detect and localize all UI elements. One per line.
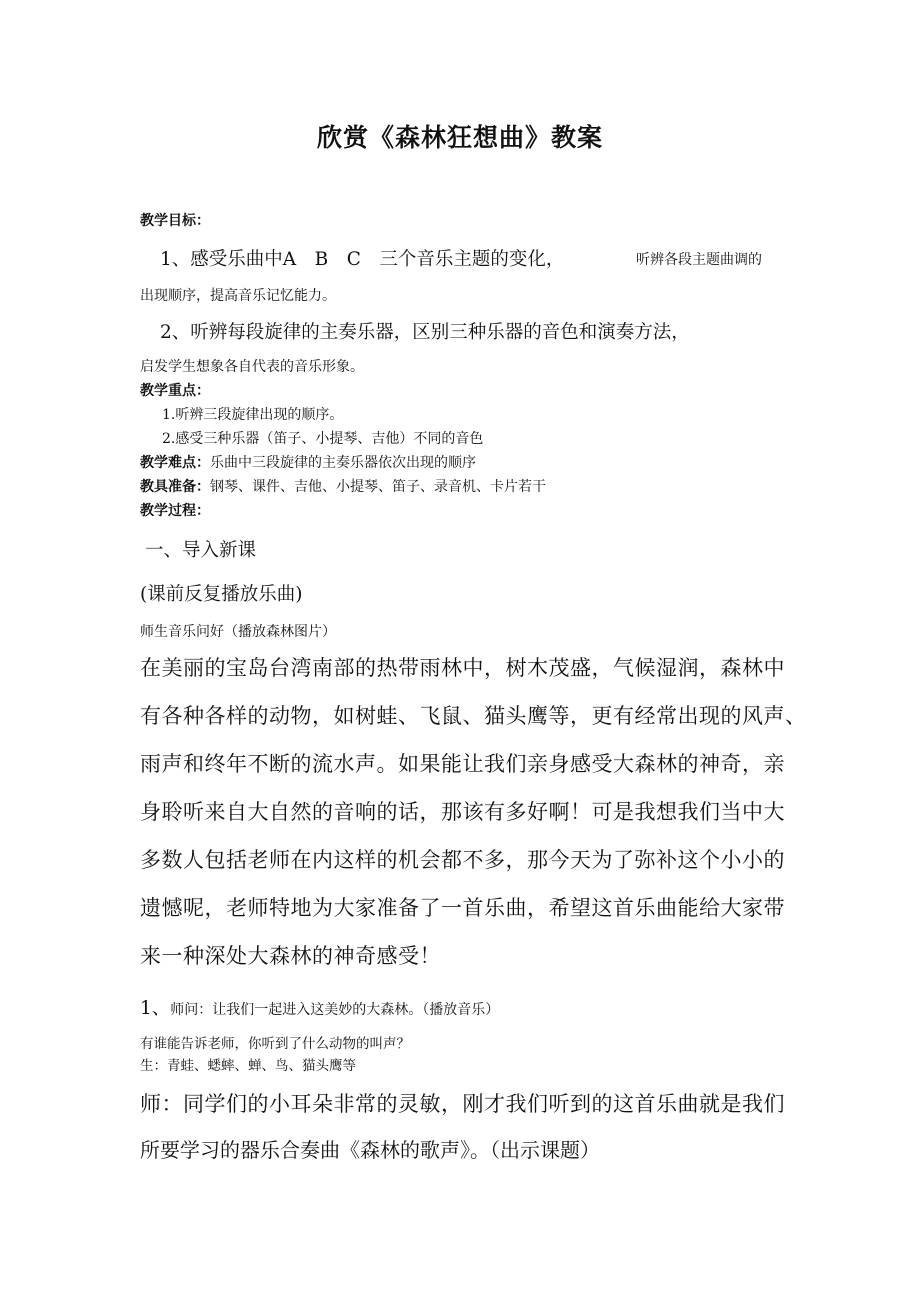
step-1-number: 1、 <box>140 998 171 1019</box>
teacher-line: 师：同学们的小耳朵非常的灵敏，刚才我们听到的这首乐曲就是我们 <box>140 1092 785 1116</box>
materials-text: 钢琴、课件、吉他、小提琴、笛子、录音机、卡片若干 <box>210 479 546 495</box>
greeting-line: 师生音乐问好（播放森林图片） <box>140 624 336 640</box>
intro-paragraph-line: 雨声和终年不断的流水声。如果能让我们亲身感受大森林的神奇，亲 <box>140 752 785 776</box>
intro-paragraph-line: 遗憾呢，老师特地为大家准备了一首乐曲，希望这首乐曲能给大家带 <box>140 896 785 920</box>
question-line: 有谁能告诉老师，你听到了什么动物的叫声？ <box>140 1036 410 1052</box>
key-points-heading: 教学重点： <box>140 383 210 399</box>
difficulty-text: 乐曲中三段旋律的主奏乐器依次出现的顺序 <box>210 455 476 471</box>
intro-paragraph-line: 有各种各样的动物，如树蛙、飞鼠、猫头鹰等，更有经常出现的风声、 <box>140 704 807 728</box>
objective-2-continued: 启发学生想象各自代表的音乐形象。 <box>140 359 364 375</box>
teacher-line: 所要学习的器乐合奏曲《森林的歌声》。（出示课题） <box>140 1138 600 1162</box>
process-heading: 教学过程： <box>140 503 210 519</box>
answer-line: 生：青蛙、蟋蟀、蝉、鸟、猫头鹰等 <box>140 1058 356 1074</box>
objectives-heading: 教学目标： <box>140 213 210 229</box>
key-point-2: 2.感受三种乐器（笛子、小提琴、吉他）不同的音色 <box>162 431 484 447</box>
page-title: 欣赏《森林狂想曲》教案 <box>316 123 603 152</box>
objective-1-tail: 听辨各段主题曲调的 <box>636 252 762 268</box>
step-1-line <box>140 994 499 1020</box>
difficulty-line <box>140 452 476 472</box>
materials-heading: 教具准备： <box>140 479 210 495</box>
intro-paragraph-line: 身聆听来自大自然的音响的话，那该有多好啊！可是我想我们当中大 <box>140 800 785 824</box>
key-point-1: 1.听辨三段旋律出现的顺序。 <box>162 407 344 423</box>
objective-1-continued: 出现顺序，提高音乐记忆能力。 <box>140 288 336 304</box>
intro-paragraph-line: 多数人包括老师在内这样的机会都不多，那今天为了弥补这个小小的 <box>140 848 785 872</box>
pre-class-note: (课前反复播放乐曲) <box>140 584 303 605</box>
objective-1: 1、感受乐曲中A B C 三个音乐主题的变化， <box>160 249 565 270</box>
section-1-heading: 一、导入新课 <box>145 540 257 561</box>
objective-2: 2、听辨每段旋律的主奏乐器，区别三种乐器的音色和演奏方法， <box>160 322 690 343</box>
intro-paragraph-line: 在美丽的宝岛台湾南部的热带雨林中，树木茂盛，气候湿润，森林中 <box>140 656 785 680</box>
difficulty-heading: 教学难点： <box>140 455 210 471</box>
step-1-text: 师问：让我们一起进入这美妙的大森林。（播放音乐） <box>170 1002 500 1018</box>
intro-paragraph-line: 来一种深处大森林的神奇感受！ <box>140 944 441 968</box>
materials-line <box>140 476 546 496</box>
